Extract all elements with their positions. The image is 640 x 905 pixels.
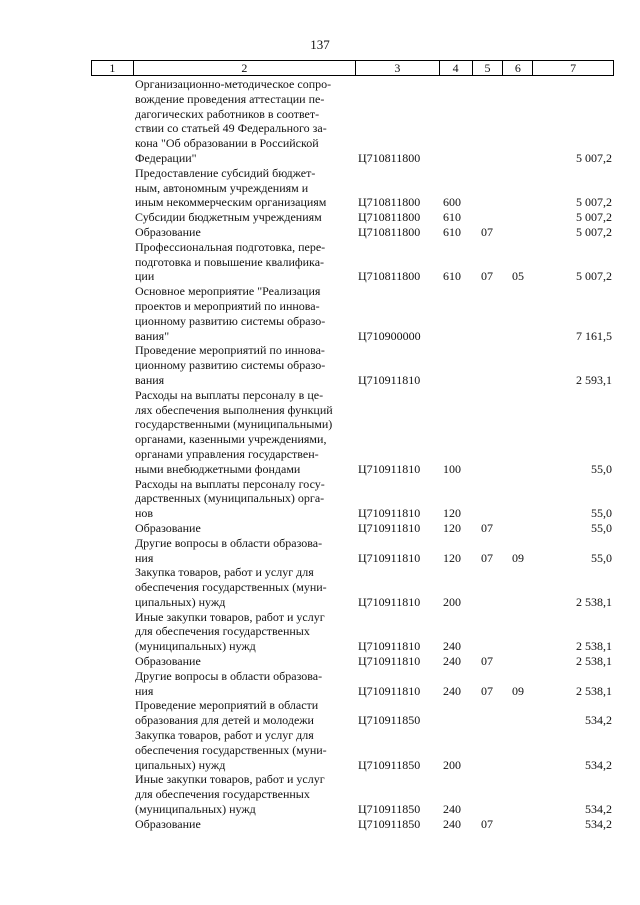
row-expense-type: 100 (443, 461, 461, 476)
row-target-code: Ц710811800 (358, 195, 421, 210)
header-col-4: 4 (440, 61, 473, 75)
row-description: Иные закупки товаров, работ и услуг для обеспечения государственных (муниципальных) нужд (135, 609, 325, 654)
row-expense-type: 610 (443, 210, 461, 225)
row-subsection: 09 (512, 550, 524, 565)
row-expense-type: 240 (443, 802, 461, 817)
table-row (0, 728, 640, 772)
row-description: Образование (135, 816, 201, 831)
table-body (0, 77, 640, 832)
row-target-code: Ц710811800 (358, 224, 421, 239)
table-row (0, 477, 640, 521)
table-header (91, 60, 614, 76)
row-amount: 2 538,1 (576, 654, 612, 669)
row-description: Предоставление субсидий бюджет- ным, автономным учреждениям и иным некоммерческим организациям (135, 165, 327, 210)
row-amount: 55,0 (591, 461, 612, 476)
row-description: Профессиональная подготовка, пере- подготовка и повышение квалифика- ции (135, 239, 326, 284)
row-expense-type: 120 (443, 506, 461, 521)
table-row (0, 654, 640, 669)
table-row (0, 240, 640, 284)
row-description: Проведение мероприятий по иннова- ционному развитию системы образо- вания (135, 343, 326, 387)
header-col-6: 6 (503, 61, 533, 75)
row-description: Образование (135, 654, 201, 669)
row-description: Организационно-методическое сопро- вождение проведения аттестации пе- дагогических работников в соответ- ствии со статьей 49 Федерального за- кона "Об образовании в Российской Федерации" (135, 77, 332, 165)
row-description: Другие вопросы в области образова- ния (135, 535, 323, 565)
row-expense-type: 610 (443, 224, 461, 239)
header-col-2: 2 (134, 61, 356, 75)
row-amount: 5 007,2 (576, 269, 612, 284)
row-section: 07 (481, 683, 493, 698)
row-section: 07 (481, 550, 493, 565)
row-section: 07 (481, 269, 493, 284)
row-expense-type: 240 (443, 654, 461, 669)
row-expense-type: 120 (443, 550, 461, 565)
row-amount: 55,0 (591, 506, 612, 521)
row-subsection: 05 (512, 269, 524, 284)
row-amount: 5 007,2 (576, 210, 612, 225)
row-expense-type: 200 (443, 757, 461, 772)
row-amount: 2 538,1 (576, 683, 612, 698)
table-row (0, 77, 640, 166)
row-target-code: Ц710911810 (358, 683, 421, 698)
table-row (0, 536, 640, 566)
row-description: Расходы на выплаты персоналу госу- дарственных (муниципальных) орга- нов (135, 476, 325, 521)
row-expense-type: 240 (443, 683, 461, 698)
row-description: Закупка товаров, работ и услуг для обеспечения государственных (муни- ципальных) нужд (135, 565, 327, 609)
header-col-3: 3 (356, 61, 440, 75)
row-amount: 2 538,1 (576, 594, 612, 609)
row-target-code: Ц710911810 (358, 520, 421, 535)
row-subsection: 09 (512, 683, 524, 698)
row-description: Образование (135, 520, 201, 535)
row-amount: 7 161,5 (576, 328, 612, 343)
row-expense-type: 240 (443, 639, 461, 654)
row-amount: 5 007,2 (576, 195, 612, 210)
row-target-code: Ц710911810 (358, 654, 421, 669)
row-target-code: Ц710911810 (358, 550, 421, 565)
row-amount: 534,2 (585, 816, 612, 831)
row-description: Иные закупки товаров, работ и услуг для обеспечения государственных (муниципальных) нужд (135, 772, 325, 817)
table-row (0, 817, 640, 832)
row-amount: 55,0 (591, 520, 612, 535)
row-amount: 534,2 (585, 757, 612, 772)
table-row (0, 669, 640, 699)
row-target-code: Ц710911810 (358, 594, 421, 609)
header-col-5: 5 (473, 61, 504, 75)
row-description: Закупка товаров, работ и услуг для обеспечения государственных (муни- ципальных) нужд (135, 728, 327, 772)
row-target-code: Ц710811800 (358, 210, 421, 225)
row-amount: 5 007,2 (576, 224, 612, 239)
table-row (0, 388, 640, 477)
table-row (0, 610, 640, 654)
row-expense-type: 240 (443, 816, 461, 831)
row-target-code: Ц710811800 (358, 269, 421, 284)
table-row (0, 225, 640, 240)
row-amount: 2 538,1 (576, 639, 612, 654)
row-target-code: Ц710911810 (358, 372, 421, 387)
row-amount: 55,0 (591, 550, 612, 565)
header-col-1: 1 (92, 61, 134, 75)
row-section: 07 (481, 520, 493, 535)
row-target-code: Ц710911810 (358, 639, 421, 654)
table-row (0, 521, 640, 536)
row-description: Образование (135, 224, 201, 239)
table-row (0, 284, 640, 343)
row-description: Основное мероприятие "Реализация проектов и мероприятий по иннова- ционному развитию системы образо- вания" (135, 284, 326, 343)
row-target-code: Ц710811800 (358, 150, 421, 165)
row-expense-type: 120 (443, 520, 461, 535)
row-section: 07 (481, 224, 493, 239)
row-target-code: Ц710911810 (358, 461, 421, 476)
header-col-7: 7 (570, 61, 577, 75)
row-amount: 534,2 (585, 802, 612, 817)
row-section: 07 (481, 654, 493, 669)
row-description: Проведение мероприятий в области образования для детей и молодежи (135, 698, 319, 728)
row-target-code: Ц710911810 (358, 506, 421, 521)
row-expense-type: 610 (443, 269, 461, 284)
row-description: Расходы на выплаты персоналу в це- лях обеспечения выполнения функций государственными (муниципальными) органами, казенными учреждениями, органами управления государствен- ными внебюджетными фондами (135, 387, 333, 476)
table-row (0, 166, 640, 210)
row-target-code: Ц710911850 (358, 802, 421, 817)
row-amount: 534,2 (585, 713, 612, 728)
row-expense-type: 200 (443, 594, 461, 609)
table-row (0, 565, 640, 609)
row-amount: 2 593,1 (576, 372, 612, 387)
table-row (0, 210, 640, 225)
row-target-code: Ц710911850 (358, 816, 421, 831)
row-target-code: Ц710900000 (358, 328, 421, 343)
row-expense-type: 600 (443, 195, 461, 210)
row-description: Субсидии бюджетным учреждениям (135, 210, 322, 225)
table-row (0, 698, 640, 728)
table-row (0, 343, 640, 387)
row-target-code: Ц710911850 (358, 757, 421, 772)
table-row (0, 772, 640, 816)
row-section: 07 (481, 816, 493, 831)
page-number: 137 (310, 37, 330, 52)
row-amount: 5 007,2 (576, 150, 612, 165)
row-target-code: Ц710911850 (358, 713, 421, 728)
row-description: Другие вопросы в области образова- ния (135, 668, 323, 698)
